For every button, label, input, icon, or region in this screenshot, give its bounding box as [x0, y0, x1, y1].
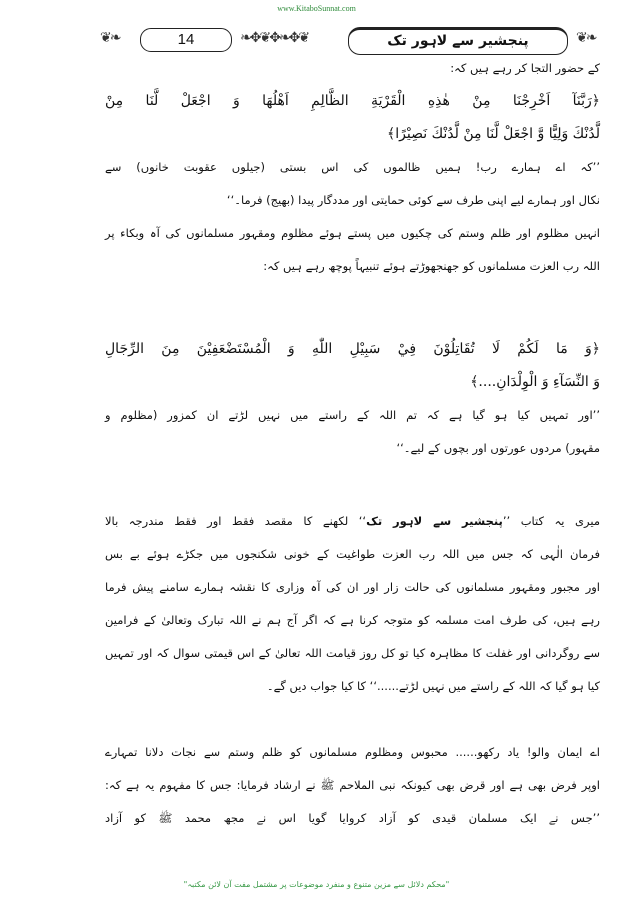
text-line: اے ایمان والو! یاد رکھو...... محبوس ومظلوم مسلمانوں کو ظلم وستم سے نجات دلانا تمہارے — [105, 745, 600, 759]
text-line: میری یہ کتاب ’’پنجشیر سے لاہور تک‘‘ لکھنے کا مقصد فقط اور فقط مندرجہ بالا — [105, 514, 601, 528]
ornament-icon: ❦❧ — [576, 30, 596, 46]
book-title-inline: پنجشیر سے لاہور تک — [366, 514, 503, 528]
site-url: www.KitaboSunnat.com — [277, 4, 356, 13]
ornament-icon: ❦❧ — [100, 30, 120, 46]
text-line: انہیں مظلوم اور ظلم وستم کی چکیوں میں پستے ہوئے مظلوم ومقہور مسلمانوں کی آہ وبکاء پر — [105, 226, 600, 240]
quran-verse-line: وَ النِّسَآءِ وَ الْوِلْدَانِ....﴾ — [470, 374, 600, 390]
text-line: اور مجبور ومقہور مسلمانوں کی حالت زار اور ان کی آہ وزاری کا نقشہ ہمارے سامنے پیش فرما — [105, 580, 600, 594]
running-title: پنجشیر سے لاہور تک — [348, 27, 568, 55]
footer-text: "محکم دلائل سے مزین متنوع و منفرد موضوعات پر مشتمل مفت آن لائن مکتبہ" — [183, 880, 450, 889]
page-body — [105, 52, 600, 835]
text-line: مقہور) مردوں عورتوں اور بچوں کے لیے۔‘‘ — [396, 441, 600, 455]
page-header — [100, 27, 610, 53]
quran-verse-line: ﴿وَ مَا لَكُمْ لَا تُقَاتِلُوْنَ فِيْ سَبِيْلِ اللّٰهِ وَ الْمُسْتَضْعَفِيْنَ مِنَ الرِّجَالِ — [105, 341, 600, 357]
text-line: نکال اور ہمارے لیے اپنی طرف سے کوئی حمایتی اور مددگار پیدا (بھیج) فرما۔‘‘ — [226, 193, 600, 207]
text-line: سے روگردانی اور غفلت کا مظاہرہ کیا تو کل روز قیامت اللہ تعالیٰ کے اس قیمتی سوال کہ اور تمہیں — [105, 646, 600, 660]
text-line: ’’اور تمہیں کیا ہو گیا ہے کہ تم اللہ کے راستے میں نہیں لڑتے ان کمزور (مظلوم و — [105, 408, 600, 422]
text-line: فرمان الٰہی کہ جس میں اللہ رب العزت طواغیت کے خونی شکنجوں میں جکڑے ہوئے بے بس — [105, 547, 600, 561]
text-line: ’’جس نے ایک مسلمان قیدی کو آزاد کروایا گویا اس نے مجھ محمد ﷺ کو آزاد — [105, 811, 600, 825]
ornament-icon: ❧✥❦✥❧✥❦ — [240, 30, 309, 46]
quran-verse-line: ﴿رَبَّنَآ اَخْرِجْنَا مِنْ هٰذِهِ الْقَرْيَةِ الظَّالِمِ اَهْلُهَا وَ اجْعَلْ لَّنَا مِنْ — [105, 93, 600, 109]
text-line: اوپر فرض بھی ہے اور قرض بھی کیونکہ نبی الملاحم ﷺ نے ارشاد فرمایا: جس کا مفہوم یہ ہے کہ: — [105, 778, 600, 792]
text-line: اللہ رب العزت مسلمانوں کو جھنجھوڑتے ہوئے تنبیہاً پوچھ رہے ہیں کہ: — [263, 259, 600, 273]
text-line: کیا ہو گیا کہ اللہ کے راستے میں نہیں لڑتے......‘‘ کا کیا جواب دیں گے۔ — [266, 679, 600, 693]
quran-verse-line: لَّدُنْكَ وَلِيًّا وَّ اجْعَلْ لَّنَا مِنْ لَّدُنْكَ نَصِيْرًا﴾ — [387, 126, 600, 142]
text-line: کے حضور التجا کر رہے ہیں کہ: — [450, 61, 600, 75]
text-line: ’’کہ اے ہمارے رب! ہمیں ظالموں کی اس بستی (جیلوں عقوبت خانوں) سے — [105, 160, 600, 174]
page-number: 14 — [140, 28, 232, 52]
text-line: رہے ہیں، کی طرف امت مسلمہ کو متوجہ کرنا ہے کہ اگر آج ہم نے اللہ تبارک وتعالیٰ کے فرامین — [105, 613, 600, 627]
